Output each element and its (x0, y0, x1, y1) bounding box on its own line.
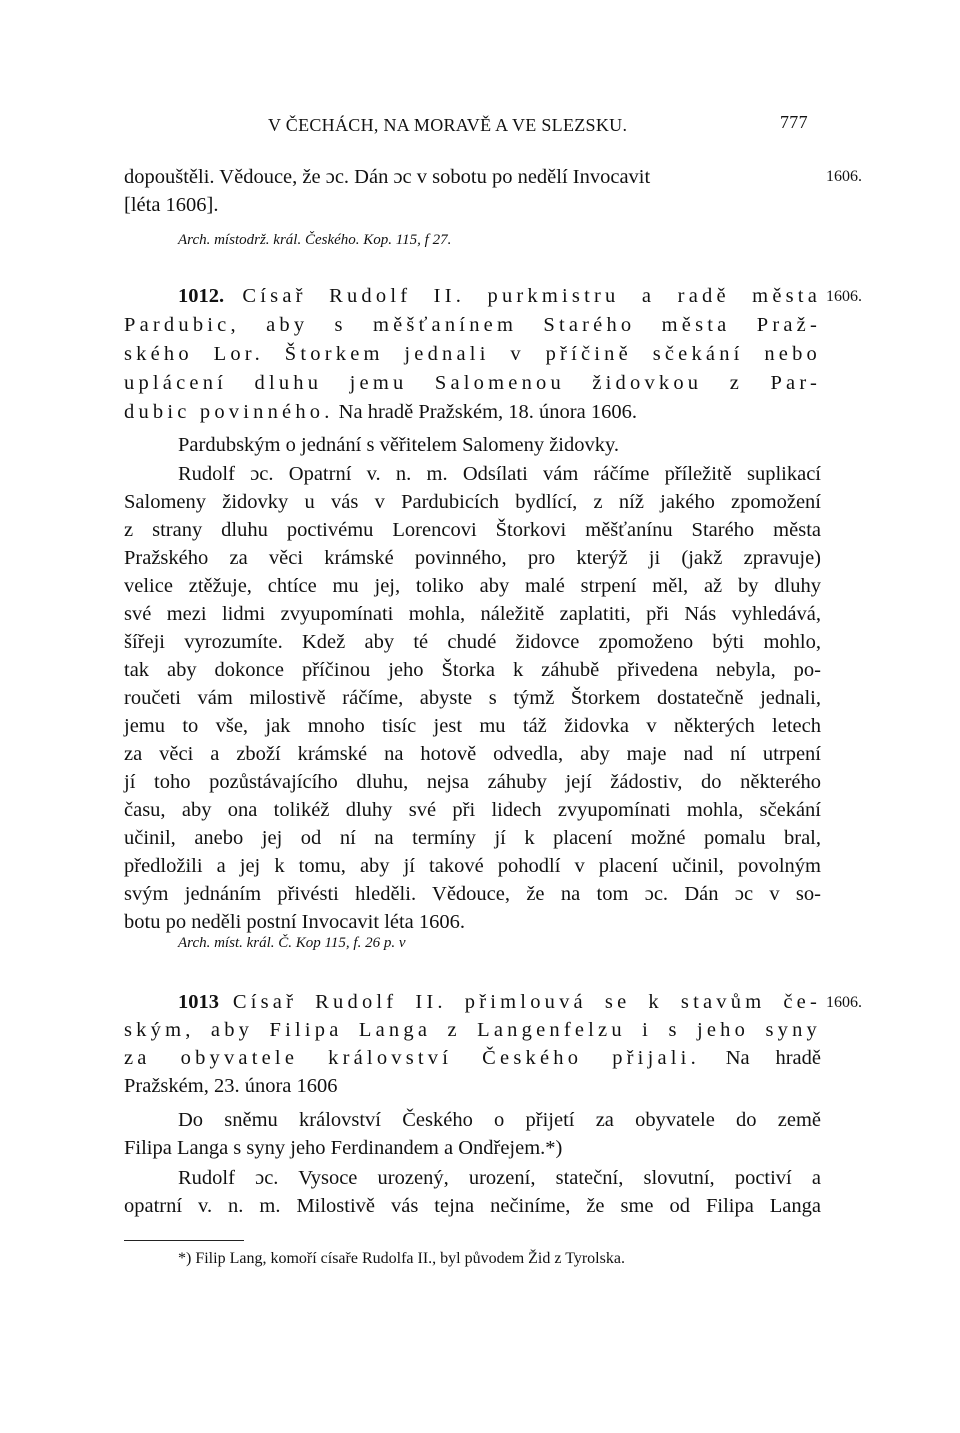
body-line: své mezi lidmi zvyupomínati mohla, náležitě zaplatiti, při Nás vyhledává, (124, 603, 821, 625)
body-line: za věci a zboží krámské na hotově odvedla, aby maje nad ní utrpení (124, 743, 821, 765)
body-line: velice ztěžuje, chtíce mu jej, toliko aby malé strpení měl, až by dluhy (124, 575, 821, 597)
body-line: Rudolf ɔc. Opatrní v. n. m. Odsílati vám ráčíme příležitě suplikací (178, 463, 821, 485)
doc-1012-title-line: Císař Rudolf II. purkmistru a radě města (242, 285, 822, 307)
doc-1013-title-line-3-row (124, 1044, 821, 1072)
doc-1012-address: Pardubským o jednání s věřitelem Salomeny židovky. (178, 434, 620, 456)
body-line: učinil, anebo jej od ní na termíny jí k placení možné pomalu bral, (124, 827, 821, 849)
body-line: svým jednáním přivésti hleděli. Vědouce, že na tom ɔc. Dán ɔc v so- (124, 883, 821, 905)
doc-1012-title-line: uplácení dluhu jemu Salomenou židovkou z Par- (124, 372, 821, 394)
doc-1013-body (124, 1164, 821, 1220)
doc-1013-heading (178, 988, 821, 1016)
doc-1012-date: Na hradě Pražském, 18. února 1606. (338, 401, 637, 423)
prev-source-citation: Arch. místodrž. král. Českého. Kop. 115, f 27. (178, 232, 452, 248)
footnote: *) Filip Lang, komoří císaře Rudolfa II., byl původem Žid z Tyrolska. (178, 1250, 625, 1267)
body-line: jí toho pozůstávajícího dluhu, nejsa záhuby její žádostiv, do některého (124, 771, 821, 793)
doc-1012-title-end (124, 398, 637, 426)
body-line: předložili a jej k tomu, aby jí takové pohodlí v placení učinil, povolným (124, 855, 821, 877)
body-line: opatrní v. n. m. Milostivě vás tejna nečiníme, že sme od Filipa Langa (124, 1195, 821, 1217)
running-title: V ČECHÁCH, NA MORAVĚ A VE SLEZSKU. (268, 115, 628, 135)
address-line: Filipa Langa s syny jeho Ferdinandem a Ondřejem.*) (124, 1137, 563, 1159)
doc-1013-title-line: Císař Rudolf II. přimlouvá se k stavům če- (232, 991, 822, 1013)
doc-1013-date-part: Na hradě (725, 1047, 821, 1069)
page-number: 777 (780, 112, 808, 132)
doc-1013-date-part: Pražském, 23. února 1606 (124, 1075, 338, 1097)
body-line: Rudolf ɔc. Vysoce urozený, urození, stateční, slovutní, poctiví a (178, 1167, 821, 1189)
body-line: jemu to vše, jak mnoho tisíc jest mu táž židovka v některých letech (124, 715, 821, 737)
margin-year-1012: 1606. (826, 288, 862, 305)
doc-1013-address (124, 1106, 821, 1162)
body-line: z strany dluhu poctivému Lorencovi Štorkovi měšťanínu Starého města (124, 519, 821, 541)
doc-1012-title-line: dubic povinného. (124, 401, 334, 423)
address-line: Do sněmu království Českého o přijetí za obyvatele do země (178, 1109, 821, 1131)
body-line: tak aby dokonce příčinou jeho Štorka k záhubě přivedena nebyla, po- (124, 659, 821, 681)
body-line: Pražského za věci krámské povinného, pro kterýž ji (jakž zpravuje) (124, 547, 821, 569)
doc-1013-title-line: ským, aby Filipa Langa z Langenfelzu i s jeho syny (124, 1019, 821, 1041)
body-line: času, aby ona tolikéž dluhy své při lidech zvyupomínati mohla, sčekání (124, 799, 821, 821)
doc-1012-source-citation: Arch. míst. král. Č. Kop 115, f. 26 p. v (178, 935, 406, 951)
body-line: roučeti vám milostivě ráčíme, abyste s týmž Štorkem dostatečně jednali, (124, 687, 821, 709)
footnote-rule (124, 1240, 244, 1241)
doc-1012-title-line: ského Lor. Štorkem jednali v příčině sčekání nebo (124, 343, 821, 365)
body-line: šířeji vyrozumíte. Kdež aby té chudé židovce zpomoženo býti mohlo, (124, 631, 821, 653)
body-line: Salomeny židovky u vás v Pardubicích bydlící, z níž jakého zpomožení (124, 491, 821, 513)
doc-1012-number: 1012. (178, 285, 225, 307)
doc-1012-body (124, 460, 821, 936)
margin-year-1013: 1606. (826, 994, 862, 1011)
doc-1012-title-line: Pardubic, aby s měšťanínem Starého města Praž- (124, 314, 821, 336)
doc-1013-number: 1013 (178, 991, 219, 1013)
prev-text-line-2: [léta 1606]. (124, 194, 219, 216)
doc-1013-title-line: za obyvatele království Českého přijali. (124, 1047, 700, 1069)
margin-year-prev: 1606. (826, 168, 862, 185)
prev-text-line-1: dopouštěli. Vědouce, že ɔc. Dán ɔc v sobotu po nedělí Invocavit (124, 166, 651, 188)
body-line: botu po neděli postní Invocavit léta 1606. (124, 911, 466, 933)
doc-1012-heading (178, 282, 821, 310)
